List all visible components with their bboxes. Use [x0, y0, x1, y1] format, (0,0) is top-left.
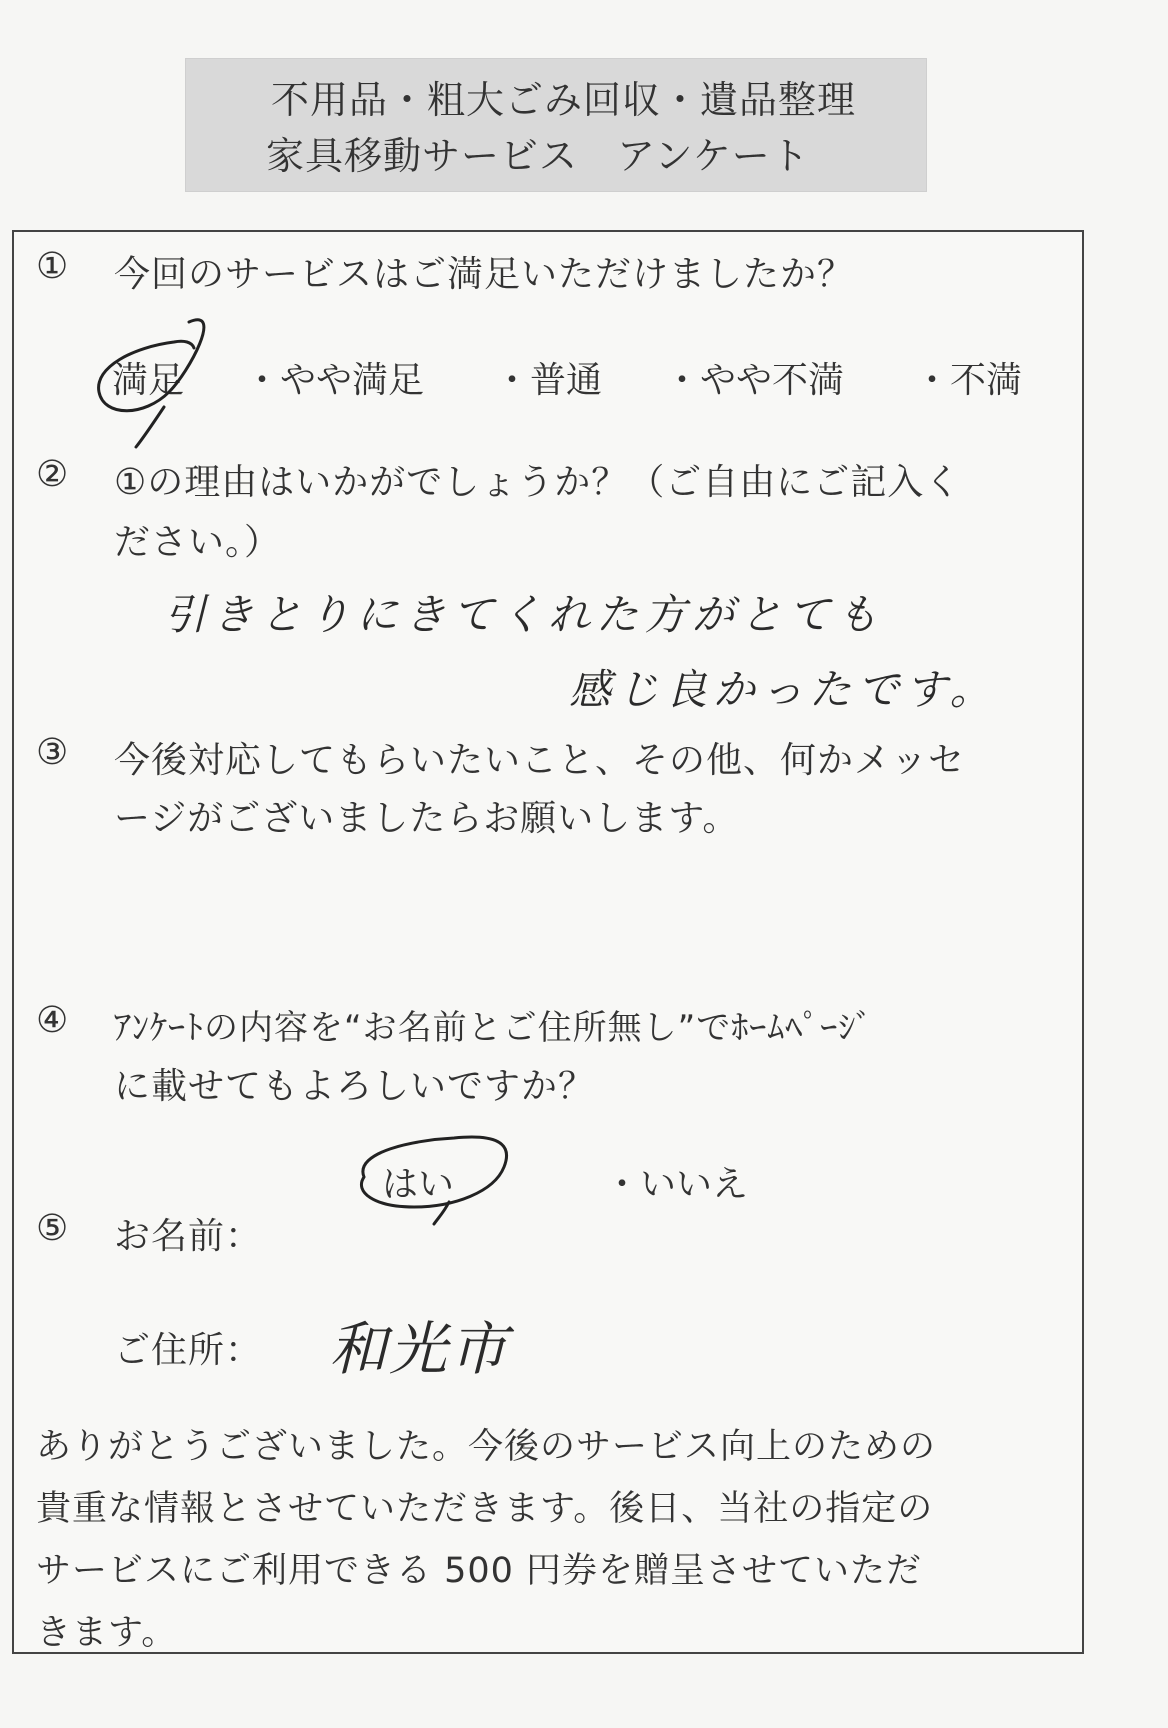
q5-number: ⑤	[36, 1208, 69, 1249]
q3-question-line-1: 今後対応してもらいたいこと、その他、何かメッセ	[114, 740, 966, 781]
survey-title-box	[185, 58, 927, 192]
closing-line-2: 貴重な情報とさせていただきます。後日、当社の指定の	[36, 1489, 934, 1529]
q1-question: 今回のサービスはご満足いただけましたか？	[114, 254, 855, 295]
q4-option-no[interactable]: ・いいえ	[604, 1164, 749, 1205]
q3-number: ③	[36, 732, 69, 773]
q3-question-line-2: ージがございましたらお願いします。	[114, 798, 740, 839]
address-label: ご住所：	[114, 1330, 263, 1371]
q1-option-somewhat-dissatisfied[interactable]: ・やや不満	[664, 360, 845, 401]
name-label: お名前：	[114, 1216, 263, 1257]
q4-option-yes[interactable]: はい	[382, 1164, 455, 1205]
closing-line-3: サービスにご利用できる 500 円券を贈呈させていただ	[36, 1551, 923, 1591]
q1-option-somewhat-satisfied[interactable]: ・やや満足	[244, 360, 425, 401]
q4-number: ④	[36, 1000, 69, 1041]
q2-question-line-1: ①の理由はいかがでしょうか？（ご自由にご記入く	[114, 462, 962, 503]
closing-line-1: ありがとうございました。今後のサービス向上のための	[36, 1427, 937, 1467]
q1-option-normal[interactable]: ・普通	[494, 360, 603, 401]
q4-question-line-1: ｱﾝｹｰﾄの内容を“お名前とご住所無し”でﾎｰﾑﾍﾟｰｼﾞ	[114, 1008, 874, 1048]
title-line-2: 家具移動サービス アンケート	[266, 134, 810, 178]
address-handwritten-value: 和光市	[329, 1315, 510, 1383]
q1-option-satisfied[interactable]: 満足	[112, 360, 185, 401]
survey-form	[12, 230, 1084, 1654]
closing-line-4: きます。	[36, 1613, 178, 1653]
q4-question-line-2: に載せてもよろしいですか？	[114, 1066, 596, 1107]
q2-number: ②	[36, 454, 69, 495]
title-line-1: 不用品・粗大ごみ回収・遺品整理	[271, 78, 857, 122]
q4-selection-circle	[354, 1112, 524, 1232]
q1-option-dissatisfied[interactable]: ・不満	[914, 360, 1023, 401]
q2-question-line-2: ださい。）	[114, 522, 282, 563]
q1-number: ①	[36, 246, 69, 287]
q2-handwritten-answer-line-1: 引きとりにきてくれた方がとても	[164, 590, 885, 639]
q1-selection-circle	[74, 312, 234, 452]
q2-handwritten-answer-line-2: 感じ良かったです。	[569, 665, 998, 714]
